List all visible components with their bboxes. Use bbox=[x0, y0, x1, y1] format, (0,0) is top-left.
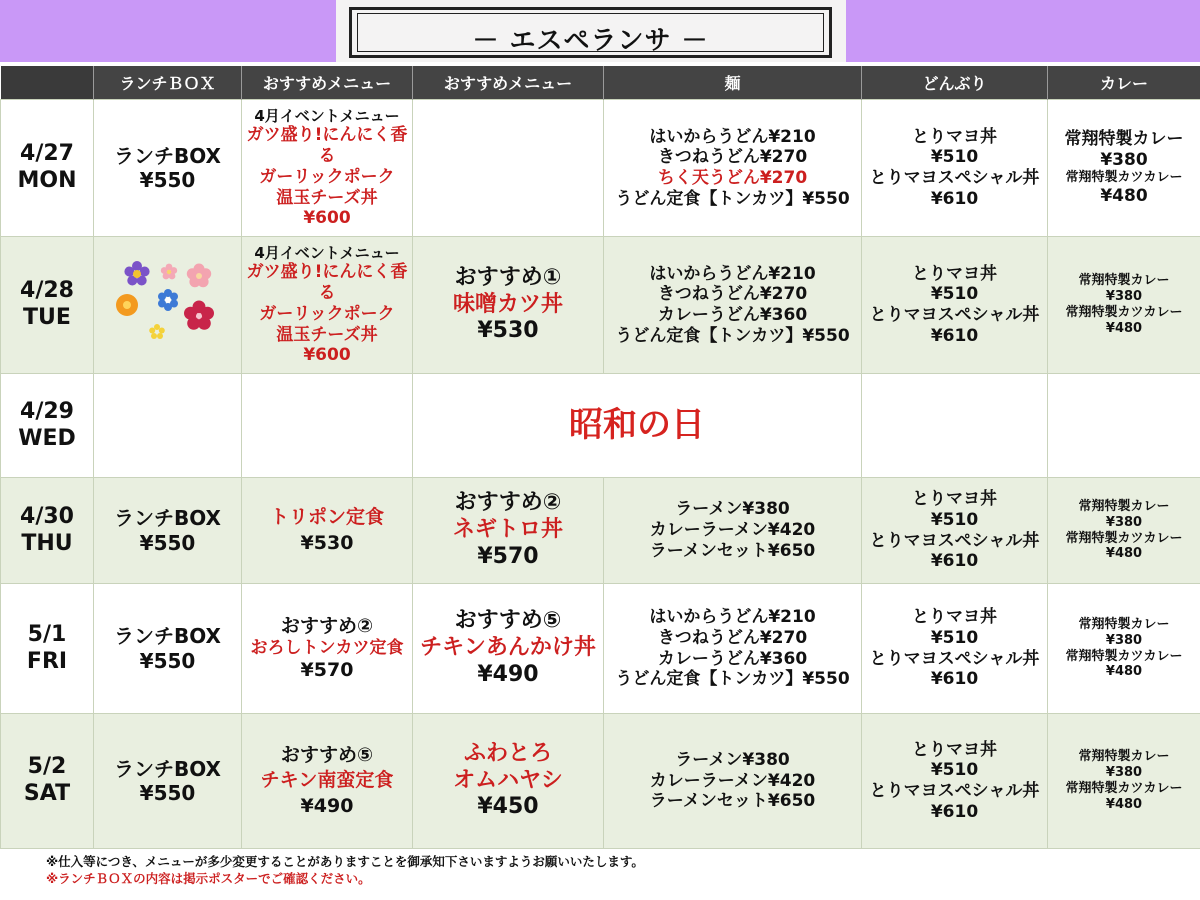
orange-flower-icon bbox=[116, 294, 138, 316]
recommend-1-cell bbox=[242, 478, 413, 584]
lunchbox-name: ランチBOX bbox=[114, 143, 221, 168]
date: 5/1 bbox=[27, 621, 67, 647]
lunchbox-cell bbox=[94, 374, 242, 478]
donburi-cell bbox=[862, 478, 1048, 584]
table-row bbox=[1, 100, 1200, 237]
recommend-2-cell bbox=[413, 478, 604, 584]
noodle-item: きつねうどん¥270 bbox=[657, 627, 808, 648]
noodle-item: カレーラーメン¥420 bbox=[649, 520, 816, 541]
noodle-cell bbox=[604, 237, 862, 374]
recommend-1-cell bbox=[242, 374, 413, 478]
recommend-1-cell bbox=[242, 714, 413, 849]
recommend-dish: おろしトンカツ定食 bbox=[250, 638, 404, 659]
donburi-price: ¥610 bbox=[930, 325, 979, 346]
noodle-item: うどん定食【トンカツ】¥550 bbox=[615, 669, 850, 690]
recommend-dish: オムハヤシ bbox=[453, 767, 563, 793]
table-row bbox=[1, 714, 1200, 849]
noodle-cell bbox=[604, 478, 862, 584]
footer-notes bbox=[46, 853, 644, 887]
recommend-dish: トリポン定食 bbox=[269, 505, 384, 528]
curry-item: 常翔特製カツカレー bbox=[1065, 170, 1183, 186]
recommend-2-cell bbox=[413, 714, 604, 849]
table-row bbox=[1, 584, 1200, 714]
curry-cell bbox=[1048, 237, 1200, 374]
donburi-price: ¥510 bbox=[930, 284, 979, 305]
lunchbox-name: ランチBOX bbox=[114, 624, 221, 649]
recommend-dish: 味噌カツ丼 bbox=[452, 291, 563, 317]
event-line: ガツ盛り!にんにく香る bbox=[246, 262, 408, 304]
table-row bbox=[1, 478, 1200, 584]
event-price: ¥600 bbox=[303, 208, 351, 229]
page-title: － エスペランサ － bbox=[472, 26, 709, 56]
noodle-item: カレーラーメン¥420 bbox=[649, 770, 816, 791]
recommend-2-cell bbox=[413, 100, 604, 237]
donburi-cell bbox=[862, 584, 1048, 714]
event-line: ガツ盛り!にんにく香る bbox=[246, 125, 408, 167]
header-donburi: どんぶり bbox=[862, 66, 1048, 100]
curry-item: 常翔特製カレー bbox=[1064, 128, 1184, 149]
pink-small-flower-icon bbox=[160, 263, 176, 279]
date: 4/28 bbox=[20, 278, 74, 304]
donburi-item: とりマヨ丼 bbox=[912, 739, 997, 760]
noodle-item: ラーメンセット¥650 bbox=[649, 540, 816, 561]
curry-cell bbox=[1048, 374, 1200, 478]
curry-item: 常翔特製カツカレー bbox=[1065, 530, 1183, 546]
curry-price: ¥380 bbox=[1105, 765, 1143, 781]
recommend-2-cell bbox=[413, 237, 604, 374]
curry-price: ¥480 bbox=[1100, 186, 1148, 207]
note-2: ※ランチＢＯＸの内容は掲示ポスターでご確認ください。 bbox=[46, 871, 371, 886]
noodle-item: はいからうどん¥210 bbox=[649, 126, 816, 147]
recommend-price: ¥530 bbox=[477, 318, 539, 344]
noodle-item: カレーうどん¥360 bbox=[657, 648, 808, 669]
noodle-item: ちく天うどん¥270 bbox=[657, 168, 808, 188]
weekday: TUE bbox=[23, 305, 71, 330]
donburi-item: とりマヨ丼 bbox=[912, 263, 997, 284]
noodle-item: はいからうどん¥210 bbox=[649, 263, 816, 284]
curry-price: ¥480 bbox=[1105, 546, 1143, 562]
recommend-price: ¥490 bbox=[300, 794, 354, 817]
header-curry: カレー bbox=[1048, 66, 1200, 100]
donburi-item: とりマヨスペシャル丼 bbox=[869, 305, 1040, 325]
event-label: 4月イベントメニュー bbox=[254, 107, 400, 126]
recommend-label: おすすめ② bbox=[280, 614, 374, 637]
header-lunchbox: ランチＢＯＸ bbox=[94, 66, 242, 100]
curry-cell bbox=[1048, 100, 1200, 237]
curry-price: ¥380 bbox=[1100, 149, 1148, 170]
header-row bbox=[1, 66, 1200, 100]
curry-item: 常翔特製カツカレー bbox=[1065, 305, 1183, 320]
yellow-flower-icon bbox=[149, 324, 165, 339]
donburi-price: ¥610 bbox=[930, 669, 979, 690]
curry-cell bbox=[1048, 714, 1200, 849]
lunchbox-cell bbox=[94, 478, 242, 584]
donburi-cell bbox=[862, 100, 1048, 237]
date-cell bbox=[1, 374, 94, 478]
date: 4/29 bbox=[20, 398, 74, 424]
date-cell bbox=[1, 584, 94, 714]
noodle-item: ラーメンセット¥650 bbox=[649, 791, 816, 812]
noodle-item: カレーうどん¥360 bbox=[657, 305, 808, 325]
donburi-price: ¥510 bbox=[930, 627, 979, 648]
holiday-label: 昭和の日 bbox=[413, 374, 862, 478]
purple-flower-icon bbox=[124, 261, 149, 286]
weekday: FRI bbox=[26, 648, 68, 674]
noodle-item: ラーメン¥380 bbox=[675, 499, 790, 520]
recommend-dish: チキン南蛮定食 bbox=[260, 769, 394, 792]
lunchbox-cell bbox=[94, 100, 242, 237]
recommend-1-cell bbox=[242, 100, 413, 237]
recommend-dish: ネギトロ丼 bbox=[452, 517, 563, 543]
weekday: MON bbox=[17, 168, 77, 193]
lunchbox-name: ランチBOX bbox=[114, 506, 221, 531]
event-line: 温玉チーズ丼 bbox=[276, 187, 378, 208]
date: 4/27 bbox=[20, 141, 74, 167]
donburi-price: ¥610 bbox=[930, 188, 979, 209]
noodle-cell bbox=[604, 714, 862, 849]
header-recommend-2: おすすめメニュー bbox=[413, 66, 604, 100]
header-noodle: 麺 bbox=[604, 66, 862, 100]
curry-price: ¥480 bbox=[1105, 664, 1143, 680]
event-line: ガーリックポーク bbox=[259, 303, 395, 324]
donburi-item: とりマヨ丼 bbox=[912, 126, 997, 147]
event-price: ¥600 bbox=[303, 345, 351, 366]
recommend-1-cell bbox=[242, 237, 413, 374]
date: 5/2 bbox=[27, 754, 67, 780]
flower-cluster-icon bbox=[113, 258, 223, 348]
weekday: WED bbox=[18, 425, 76, 451]
date-cell bbox=[1, 100, 94, 237]
recommend-price: ¥450 bbox=[477, 794, 539, 820]
recommend-dish: ふわとろ bbox=[463, 740, 552, 766]
donburi-item: とりマヨスペシャル丼 bbox=[869, 648, 1040, 669]
date-cell bbox=[1, 478, 94, 584]
recommend-price: ¥570 bbox=[300, 658, 354, 681]
title-frame bbox=[349, 7, 832, 58]
weekday: THU bbox=[21, 530, 73, 556]
lunchbox-price: ¥550 bbox=[139, 168, 196, 192]
donburi-cell bbox=[862, 714, 1048, 849]
pink-flower-icon bbox=[186, 263, 210, 287]
noodle-item: うどん定食【トンカツ】¥550 bbox=[615, 188, 850, 209]
curry-price: ¥380 bbox=[1105, 632, 1143, 648]
blue-flower-icon bbox=[158, 289, 178, 311]
recommend-price: ¥570 bbox=[477, 543, 539, 569]
noodle-cell bbox=[604, 100, 862, 237]
donburi-price: ¥510 bbox=[930, 147, 979, 168]
header-date bbox=[1, 66, 94, 100]
donburi-item: とりマヨ丼 bbox=[912, 489, 997, 510]
curry-item: 常翔特製カツカレー bbox=[1065, 648, 1183, 664]
donburi-price: ¥610 bbox=[930, 801, 979, 822]
recommend-price: ¥490 bbox=[477, 661, 539, 687]
donburi-price: ¥610 bbox=[930, 551, 979, 572]
curry-price: ¥380 bbox=[1105, 289, 1143, 305]
table-row bbox=[1, 237, 1200, 374]
decoration-cell bbox=[94, 237, 242, 374]
curry-price: ¥480 bbox=[1105, 320, 1143, 336]
donburi-price: ¥510 bbox=[930, 760, 979, 781]
note-1: ※仕入等につき、メニューが多少変更することがありますことを御承知下さいますようお願いいたします。 bbox=[46, 854, 644, 869]
recommend-price: ¥530 bbox=[300, 531, 354, 554]
donburi-item: とりマヨスペシャル丼 bbox=[869, 530, 1040, 551]
red-flower-icon bbox=[184, 300, 214, 329]
noodle-item: きつねうどん¥270 bbox=[657, 147, 808, 168]
table-row bbox=[1, 374, 1200, 478]
date: 4/30 bbox=[20, 503, 74, 529]
date-cell bbox=[1, 714, 94, 849]
recommend-1-cell bbox=[242, 584, 413, 714]
curry-item: 常翔特製カレー bbox=[1078, 273, 1170, 289]
donburi-price: ¥510 bbox=[930, 509, 979, 530]
donburi-item: とりマヨスペシャル丼 bbox=[869, 168, 1040, 188]
lunchbox-price: ¥550 bbox=[139, 648, 196, 673]
lunchbox-name: ランチBOX bbox=[114, 756, 221, 781]
event-label: 4月イベントメニュー bbox=[254, 244, 400, 263]
donburi-item: とりマヨ丼 bbox=[912, 607, 997, 628]
recommend-dish: チキンあんかけ丼 bbox=[420, 635, 596, 661]
curry-item: 常翔特製カツカレー bbox=[1065, 781, 1183, 796]
recommend-label: おすすめ② bbox=[454, 490, 562, 516]
curry-price: ¥380 bbox=[1105, 514, 1143, 530]
noodle-item: うどん定食【トンカツ】¥550 bbox=[615, 325, 850, 346]
lunchbox-cell bbox=[94, 584, 242, 714]
recommend-label: おすすめ⑤ bbox=[280, 743, 374, 766]
noodle-item: きつねうどん¥270 bbox=[657, 284, 808, 305]
curry-cell bbox=[1048, 584, 1200, 714]
lunchbox-price: ¥550 bbox=[139, 530, 196, 555]
lunchbox-cell bbox=[94, 714, 242, 849]
curry-price: ¥480 bbox=[1105, 796, 1143, 812]
weekday: SAT bbox=[23, 781, 71, 806]
donburi-cell bbox=[862, 237, 1048, 374]
menu-table bbox=[0, 66, 1200, 849]
recommend-label: おすすめ① bbox=[454, 264, 562, 290]
donburi-item: とりマヨスペシャル丼 bbox=[869, 781, 1040, 801]
date-cell bbox=[1, 237, 94, 374]
event-line: ガーリックポーク bbox=[259, 166, 395, 187]
noodle-item: ラーメン¥380 bbox=[675, 749, 790, 770]
header-recommend-1: おすすめメニュー bbox=[242, 66, 413, 100]
curry-cell bbox=[1048, 478, 1200, 584]
curry-item: 常翔特製カレー bbox=[1078, 498, 1170, 514]
noodle-cell bbox=[604, 584, 862, 714]
curry-item: 常翔特製カレー bbox=[1078, 749, 1170, 765]
recommend-2-cell bbox=[413, 584, 604, 714]
donburi-cell bbox=[862, 374, 1048, 478]
event-line: 温玉チーズ丼 bbox=[276, 324, 378, 345]
curry-item: 常翔特製カレー bbox=[1078, 616, 1170, 632]
noodle-item: はいからうどん¥210 bbox=[649, 607, 816, 628]
recommend-label: おすすめ⑤ bbox=[454, 608, 562, 634]
lunchbox-price: ¥550 bbox=[139, 781, 196, 805]
